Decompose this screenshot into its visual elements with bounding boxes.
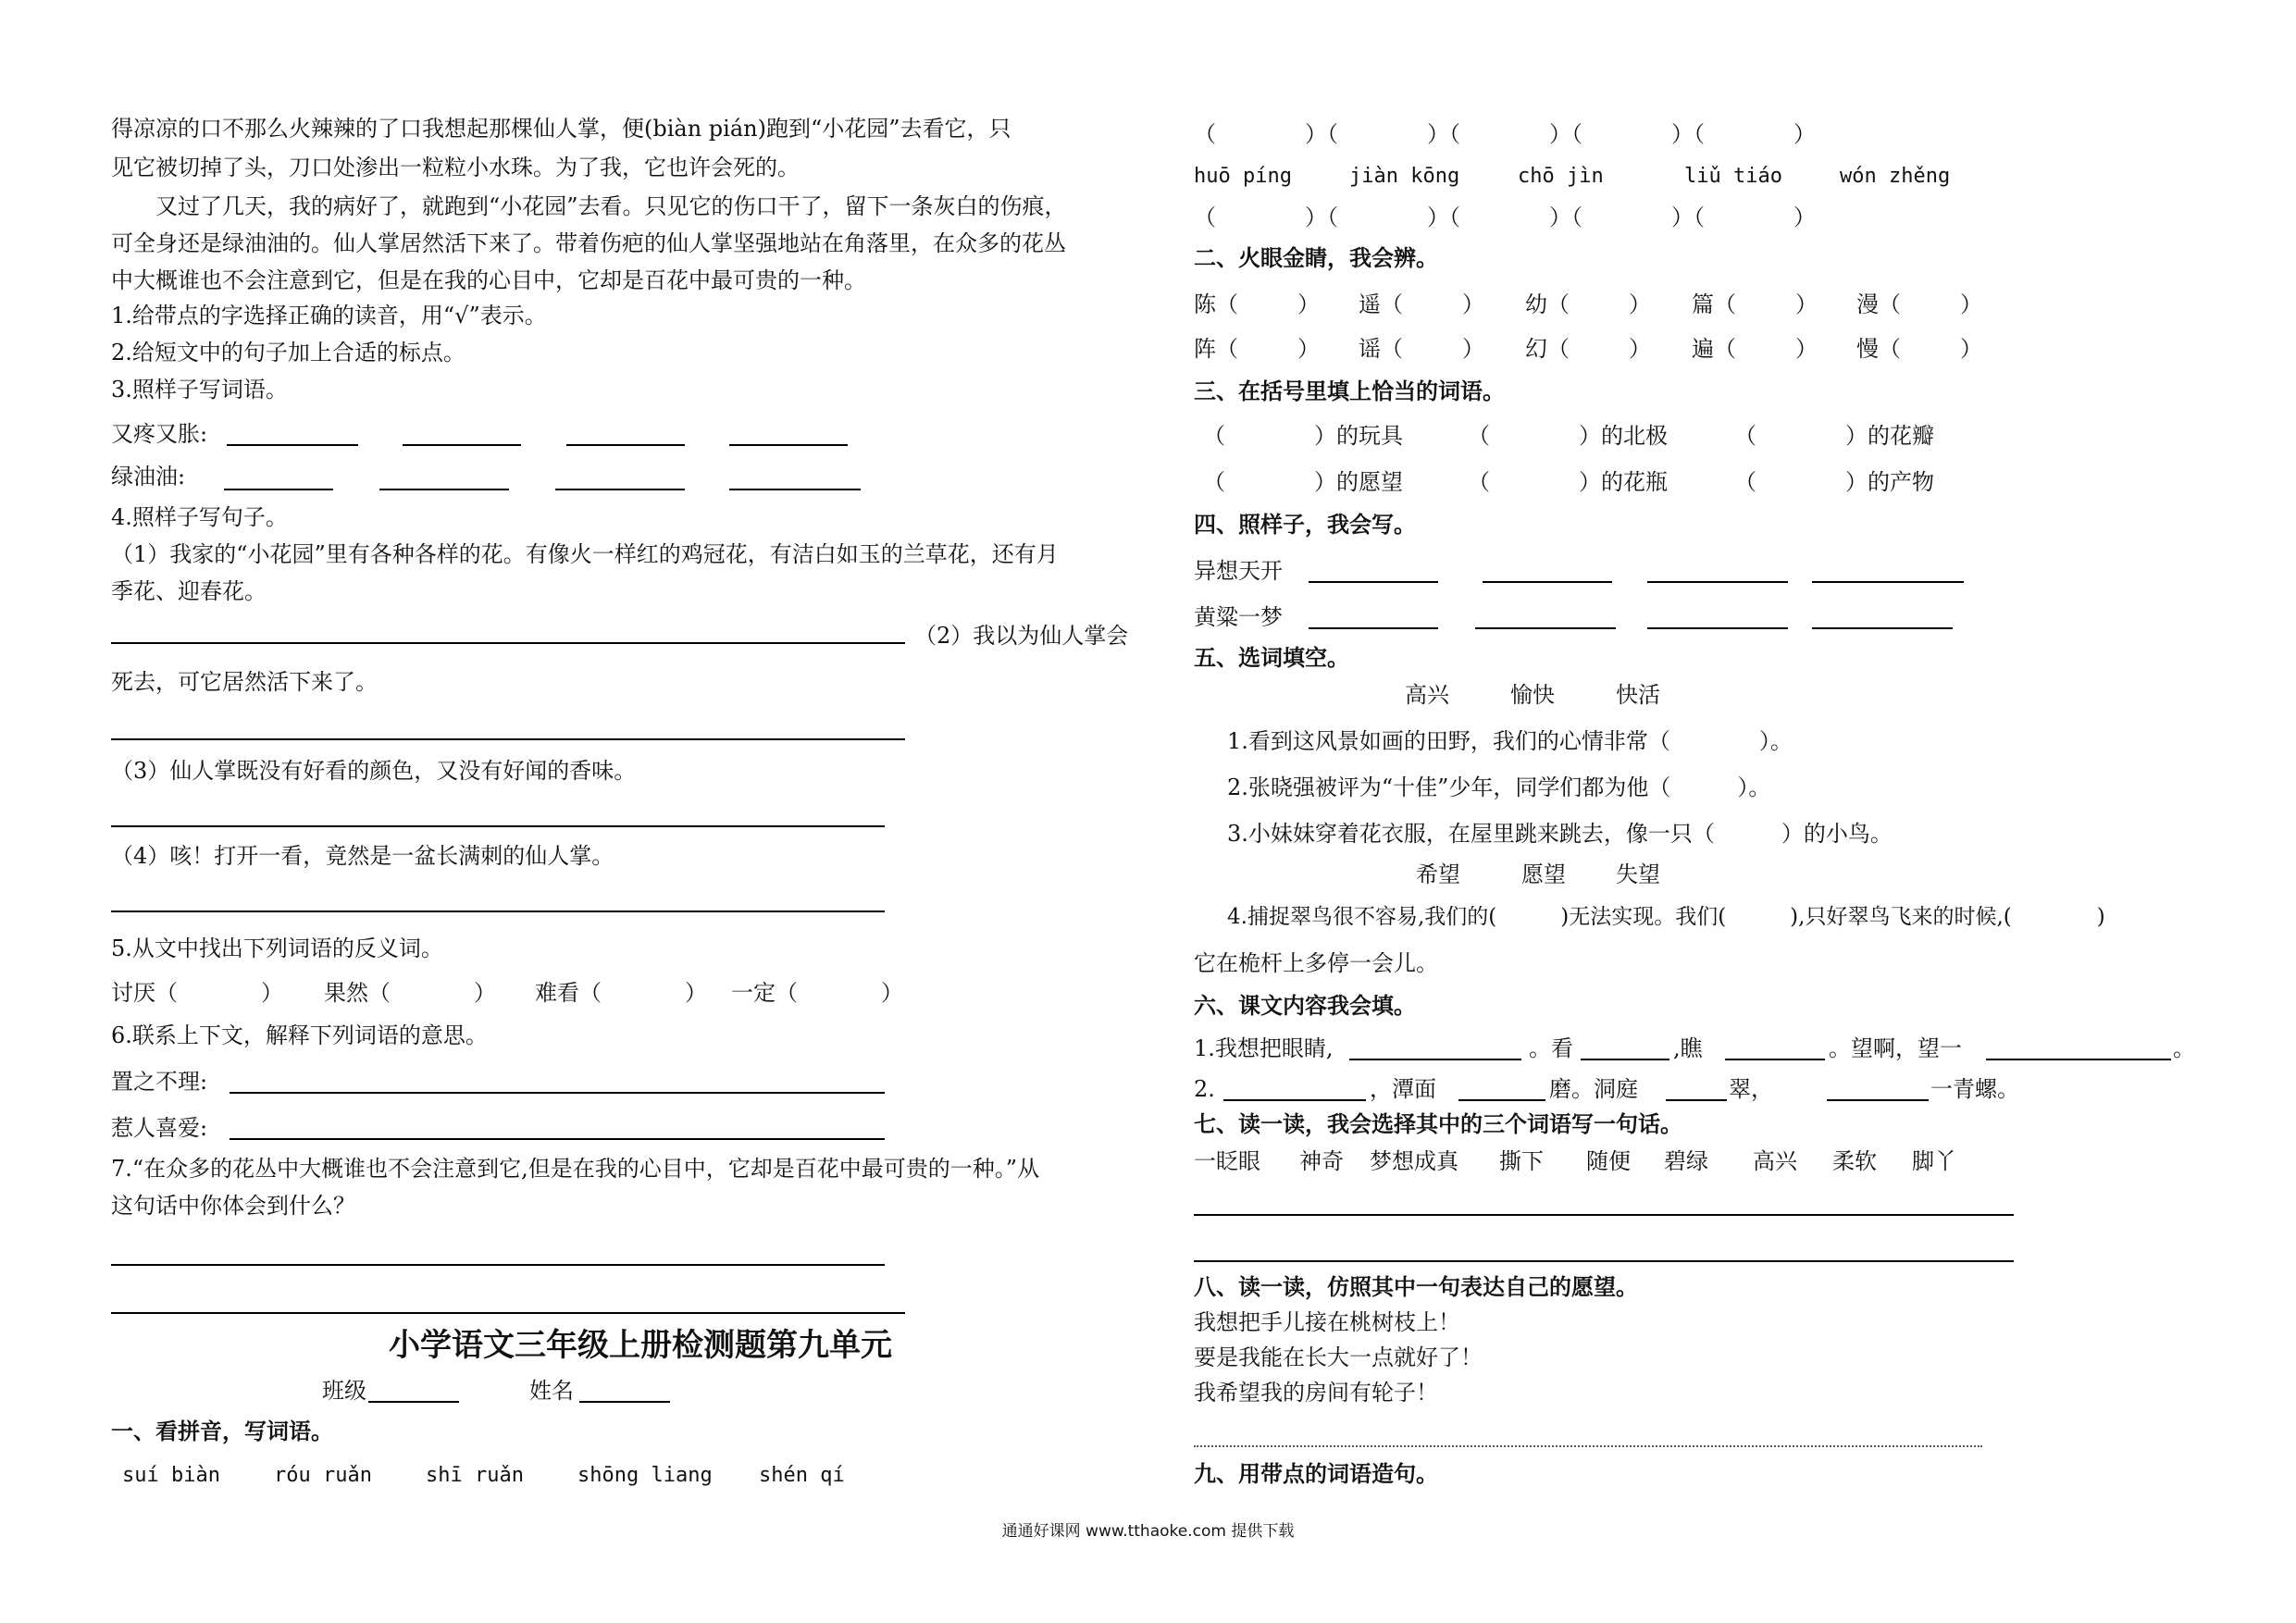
- word-option: 高兴: [1405, 682, 1449, 708]
- pinyin-item-9: liǔ tiáo: [1684, 165, 1782, 188]
- q5-item-4-label: 一定（: [731, 980, 798, 1006]
- paren-close: ）: [685, 980, 707, 1006]
- answer-line[interactable]: [555, 489, 685, 490]
- word-option: 随便: [1586, 1148, 1631, 1174]
- question-6: 6.联系上下文，解释下列词语的意思。: [111, 1022, 488, 1048]
- question-1: 1.给带点的字选择正确的读音，用“√”表示。: [111, 303, 547, 328]
- q5-item-4: [731, 979, 903, 1007]
- paren-close: ）: [1629, 291, 1651, 317]
- paren-close: ）: [474, 980, 496, 1006]
- answer-line[interactable]: [1812, 627, 1953, 629]
- q4-4-line: （4）咳！打开一看，竟然是一盆长满刺的仙人掌。: [111, 843, 614, 869]
- answer-line[interactable]: [111, 642, 905, 644]
- footer-source: 通通好课网 www.tthaoke.com 提供下载: [1001, 1522, 1295, 1541]
- sec5-q4-line-b: 它在桅杆上多停一会儿。: [1194, 950, 1438, 976]
- answer-line[interactable]: [1986, 1059, 2171, 1060]
- word-option: 梦想成真: [1370, 1148, 1458, 1174]
- answer-line[interactable]: [729, 489, 861, 490]
- pinyin-item-10: wón zhěng: [1840, 165, 1951, 188]
- answer-line[interactable]: [1223, 1099, 1366, 1101]
- q4-2-line-b: 死去，可它居然活下来了。: [111, 669, 378, 695]
- passage-line-1: 得凉凉的口不那么火辣辣的了口我想起那棵仙人掌，便(biàn pián)跑到“小花园”去看它，只: [111, 116, 1011, 142]
- sec5-q1: 1.看到这风景如画的田野，我们的心情非常（ ）。: [1227, 728, 1793, 754]
- sec3-item: （ ）的产物: [1734, 469, 1934, 495]
- char-label: 漫（: [1856, 291, 1901, 317]
- section-9-heading: 九、用带点的词语造句。: [1194, 1460, 1438, 1487]
- answer-line[interactable]: [1475, 627, 1616, 629]
- answer-line[interactable]: [230, 1138, 885, 1140]
- sec2-row1-3: [1525, 291, 1651, 318]
- q4-1-line-b: 季花、迎春花。: [111, 578, 267, 604]
- word-option: 高兴: [1753, 1148, 1797, 1174]
- char-label: 阵（: [1194, 336, 1238, 362]
- word-option: 愿望: [1521, 861, 1566, 887]
- paren-close: ）: [1462, 336, 1484, 362]
- sec3-item: （ ）的愿望: [1203, 469, 1403, 495]
- answer-line[interactable]: [1827, 1099, 1929, 1101]
- answer-line[interactable]: [1581, 1059, 1669, 1060]
- answer-line[interactable]: [1458, 1099, 1545, 1101]
- char-label: 幻（: [1525, 336, 1570, 362]
- word-option: 快活: [1616, 682, 1660, 708]
- sec6-q1-part-1: 1.我想把眼睛,: [1194, 1035, 1334, 1061]
- paren-close: ）: [1960, 336, 1982, 362]
- answer-line[interactable]: [1349, 1059, 1521, 1060]
- answer-line[interactable]: [111, 1264, 885, 1266]
- char-label: 遍（: [1692, 336, 1736, 362]
- char-label: 篇（: [1692, 291, 1736, 317]
- answer-line[interactable]: [111, 1312, 905, 1314]
- answer-line[interactable]: [1812, 581, 1964, 583]
- answer-line[interactable]: [1647, 581, 1788, 583]
- paren-close: ）: [261, 980, 283, 1006]
- word-option: 失望: [1616, 861, 1660, 887]
- passage-line-4: 可全身还是绿油油的。仙人掌居然活下来了。带着伤疤的仙人掌坚强地站在角落里，在众多的花丛: [111, 230, 1066, 256]
- paren-close: ）: [1629, 336, 1651, 362]
- class-label: 班级: [322, 1378, 366, 1404]
- sec6-q2-part-2: ，潭面: [1370, 1076, 1436, 1102]
- q7-line-a: 7.“在众多的花丛中大概谁也不会注意到它,但是在我的心目中，它却是百花中最可贵的一种。”从: [111, 1156, 1040, 1182]
- pinyin-item-2: róu ruǎn: [274, 1464, 372, 1487]
- answer-line[interactable]: [403, 444, 521, 446]
- pinyin-item-5: shén qí: [759, 1464, 845, 1487]
- sec2-row1-5: [1856, 291, 1982, 318]
- answer-line[interactable]: [1309, 581, 1438, 583]
- word-option: 一眨眼: [1194, 1148, 1260, 1174]
- section-6-heading: 六、课文内容我会填。: [1194, 992, 1416, 1019]
- sec5-q4-line-a: 4.捕捉翠鸟很不容易,我们的( )无法实现。我们( ),只好翠鸟飞来的时候,( ): [1227, 905, 2105, 929]
- q5-item-1: [111, 979, 283, 1007]
- answer-line[interactable]: [379, 489, 509, 490]
- q6-label-a: 置之不理:: [111, 1069, 208, 1095]
- sec2-row1-1: [1194, 291, 1320, 318]
- answer-line[interactable]: [1483, 581, 1612, 583]
- sec2-row2-3: [1525, 335, 1651, 363]
- answer-line[interactable]: [1194, 1214, 2014, 1216]
- answer-line[interactable]: [111, 911, 885, 912]
- section-1-heading: 一、看拼音，写词语。: [111, 1418, 333, 1444]
- sec8-example-2: 要是我能在长大一点就好了！: [1194, 1344, 1483, 1370]
- answer-line[interactable]: [566, 444, 685, 446]
- q6-label-b: 惹人喜爱:: [111, 1115, 208, 1141]
- sec8-example-1: 我想把手儿接在桃树枝上！: [1194, 1309, 1460, 1335]
- sec6-q1-part-3: ,瞧: [1673, 1035, 1703, 1061]
- q5-item-3-label: 难看（: [535, 980, 602, 1006]
- section-2-heading: 二、火眼金睛，我会辨。: [1194, 244, 1438, 271]
- sec6-q1-part-5: 。: [2173, 1035, 2195, 1061]
- sec2-row1-4: [1692, 291, 1818, 318]
- sec2-row1-2: [1359, 291, 1484, 318]
- word-option: 神奇: [1299, 1148, 1344, 1174]
- class-field[interactable]: [368, 1401, 459, 1403]
- section-4-heading: 四、照样子，我会写。: [1194, 511, 1416, 538]
- answer-line[interactable]: [1194, 1260, 2014, 1262]
- sec6-q2-part-5: 一青螺。: [1930, 1076, 2019, 1102]
- q3-label-a: 又疼又胀:: [111, 421, 208, 447]
- pinyin-item-7: jiàn kōng: [1349, 165, 1460, 188]
- paren-row-top: （ ）（ ）（ ）（ ）（ ）: [1194, 121, 1816, 147]
- answer-line[interactable]: [1725, 1059, 1825, 1060]
- sec6-q1-part-4: 。望啊，望一: [1829, 1035, 1962, 1061]
- q5-item-2: [324, 979, 496, 1007]
- answer-line[interactable]: [111, 738, 905, 740]
- char-label: 陈（: [1194, 291, 1238, 317]
- sec3-item: （ ）的北极: [1468, 423, 1668, 449]
- q4-1-line-a: （1）我家的“小花园”里有各种各样的花。有像火一样红的鸡冠花，有洁白如玉的兰草花，还有月: [111, 541, 1059, 567]
- section-8-heading: 八、读一读，仿照其中一句表达自己的愿望。: [1194, 1273, 1638, 1300]
- passage-line-5: 中大概谁也不会注意到它，但是在我的心目中，它却是百花中最可贵的一种。: [111, 267, 866, 293]
- word-option: 愉快: [1510, 682, 1555, 708]
- word-option: 碧绿: [1664, 1148, 1708, 1174]
- answer-line[interactable]: [230, 1092, 885, 1094]
- answer-line[interactable]: [1647, 627, 1788, 629]
- sec6-q2-part-1: 2.: [1194, 1076, 1215, 1102]
- paren-close: ）: [1960, 291, 1982, 317]
- pinyin-item-8: chō jìn: [1518, 165, 1604, 188]
- sec8-example-3: 我希望我的房间有轮子！: [1194, 1380, 1438, 1406]
- passage-line-2: 见它被切掉了头，刀口处渗出一粒粒小水珠。为了我，它也许会死的。: [111, 155, 800, 180]
- question-5: 5.从文中找出下列词语的反义词。: [111, 935, 443, 961]
- sec3-item: （ ）的玩具: [1203, 423, 1403, 449]
- sec3-item: （ ）的花瓣: [1734, 423, 1934, 449]
- sec2-row2-1: [1194, 335, 1320, 363]
- char-label: 遥（: [1359, 291, 1403, 317]
- char-label: 谣（: [1359, 336, 1403, 362]
- sec5-q2: 2.张晓强被评为“十佳”少年，同学们都为他（ ）。: [1227, 774, 1771, 800]
- paren-close: ）: [1795, 336, 1818, 362]
- q4-3-line: （3）仙人掌既没有好看的颜色，又没有好闻的香味。: [111, 758, 637, 784]
- name-field[interactable]: [579, 1401, 670, 1403]
- q5-item-1-label: 讨厌（: [111, 980, 178, 1006]
- sec2-row2-2: [1359, 335, 1484, 363]
- word-option: 脚丫: [1912, 1148, 1956, 1174]
- sec2-row2-5: [1856, 335, 1982, 363]
- q5-item-3: [535, 979, 707, 1007]
- section-7-heading: 七、读一读，我会选择其中的三个词语写一句话。: [1194, 1110, 1682, 1137]
- answer-line[interactable]: [729, 444, 848, 446]
- q7-line-b: 这句话中你体会到什么？: [111, 1193, 355, 1219]
- paren-close: ）: [1462, 291, 1484, 317]
- sec4-label-b: 黄粱一梦: [1194, 604, 1283, 630]
- section-3-heading: 三、在括号里填上恰当的词语。: [1194, 378, 1505, 404]
- pinyin-item-6: huō píng: [1194, 165, 1292, 188]
- answer-line[interactable]: [227, 444, 358, 446]
- answer-line[interactable]: [1309, 627, 1438, 629]
- sec2-row2-4: [1692, 335, 1818, 363]
- q5-item-2-label: 果然（: [324, 980, 391, 1006]
- word-option: 柔软: [1832, 1148, 1877, 1174]
- sec4-label-a: 异想天开: [1194, 558, 1283, 584]
- char-label: 幼（: [1525, 291, 1570, 317]
- sec6-q2-part-3: 磨。洞庭: [1549, 1076, 1638, 1102]
- passage-line-3: 又过了几天，我的病好了，就跑到“小花园”去看。只见它的伤口干了，留下一条灰白的伤痕，: [155, 193, 1067, 219]
- sec6-q1-part-2: 。看: [1529, 1035, 1573, 1061]
- paren-row-bottom: （ ）（ ）（ ）（ ）（ ）: [1194, 204, 1816, 230]
- answer-line[interactable]: [111, 825, 885, 827]
- pinyin-item-3: shī ruǎn: [426, 1464, 524, 1487]
- question-2: 2.给短文中的句子加上合适的标点。: [111, 340, 465, 365]
- answer-line[interactable]: [1666, 1099, 1727, 1101]
- pinyin-item-4: shōng liang: [577, 1464, 713, 1487]
- question-4: 4.照样子写句子。: [111, 504, 288, 530]
- answer-line[interactable]: [224, 489, 333, 490]
- name-label: 姓名: [529, 1378, 574, 1404]
- paren-close: ）: [1297, 336, 1320, 362]
- pinyin-item-1: suí biàn: [122, 1464, 220, 1487]
- sec3-item: （ ）的花瓶: [1468, 469, 1668, 495]
- word-option: 撕下: [1499, 1148, 1544, 1174]
- char-label: 慢（: [1856, 336, 1901, 362]
- paren-close: ）: [1795, 291, 1818, 317]
- sec5-q3: 3.小妹妹穿着花衣服，在屋里跳来跳去，像一只（ ）的小鸟。: [1227, 821, 1893, 847]
- sec6-q2-part-4: 翠，: [1729, 1076, 1773, 1102]
- q4-2-line-a: （2）我以为仙人掌会: [914, 623, 1129, 649]
- paren-close: ）: [881, 980, 903, 1006]
- paren-close: ）: [1297, 291, 1320, 317]
- answer-line[interactable]: [1194, 1445, 1982, 1447]
- exam-title: 小学语文三年级上册检测题第九单元: [389, 1327, 892, 1364]
- section-5-heading: 五、选词填空。: [1194, 644, 1349, 671]
- q3-label-b: 绿油油:: [111, 464, 186, 489]
- word-option: 希望: [1416, 861, 1460, 887]
- question-3: 3.照样子写词语。: [111, 377, 288, 403]
